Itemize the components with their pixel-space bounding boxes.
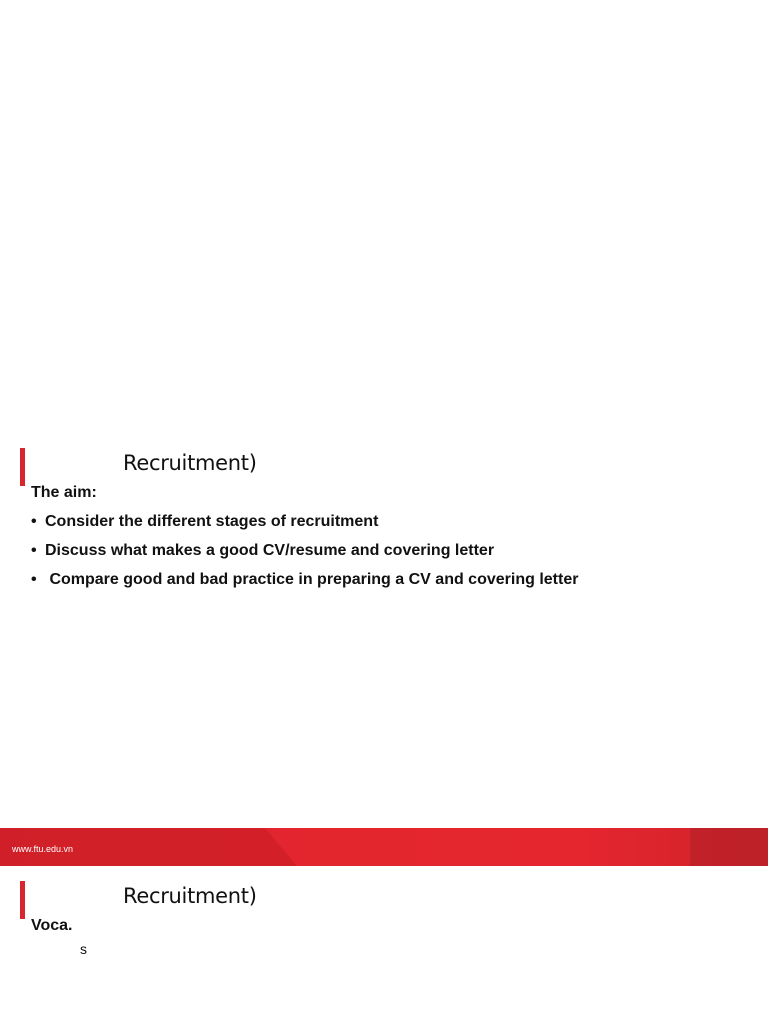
voca-label: Voca.: [31, 917, 73, 934]
bullet-marker: •: [31, 513, 37, 530]
bullet-item: [31, 541, 578, 570]
slide-title: Recruitment): [123, 451, 257, 475]
footer-band: [0, 828, 768, 866]
bullet-item: [31, 570, 578, 599]
slide-title: Recruitment): [123, 884, 257, 908]
footer-decoration: [0, 828, 768, 866]
bullet-text: Discuss what makes a good CV/resume and covering letter: [45, 542, 495, 559]
bullet-item: [31, 512, 578, 541]
aim-label: The aim:: [31, 484, 97, 501]
bullet-text: Consider the different stages of recruitment: [45, 513, 379, 530]
title-accent-bar: [20, 881, 25, 919]
voca-sub-text: s: [80, 941, 87, 957]
bullet-text: Compare good and bad practice in preparing a CV and covering letter: [45, 571, 579, 588]
title-accent-bar: [20, 448, 25, 486]
footer-url-link[interactable]: www.ftu.edu.vn: [12, 844, 74, 854]
bullet-marker: •: [31, 542, 37, 559]
bullet-marker: •: [31, 571, 37, 588]
aim-bullet-list: [31, 512, 578, 599]
